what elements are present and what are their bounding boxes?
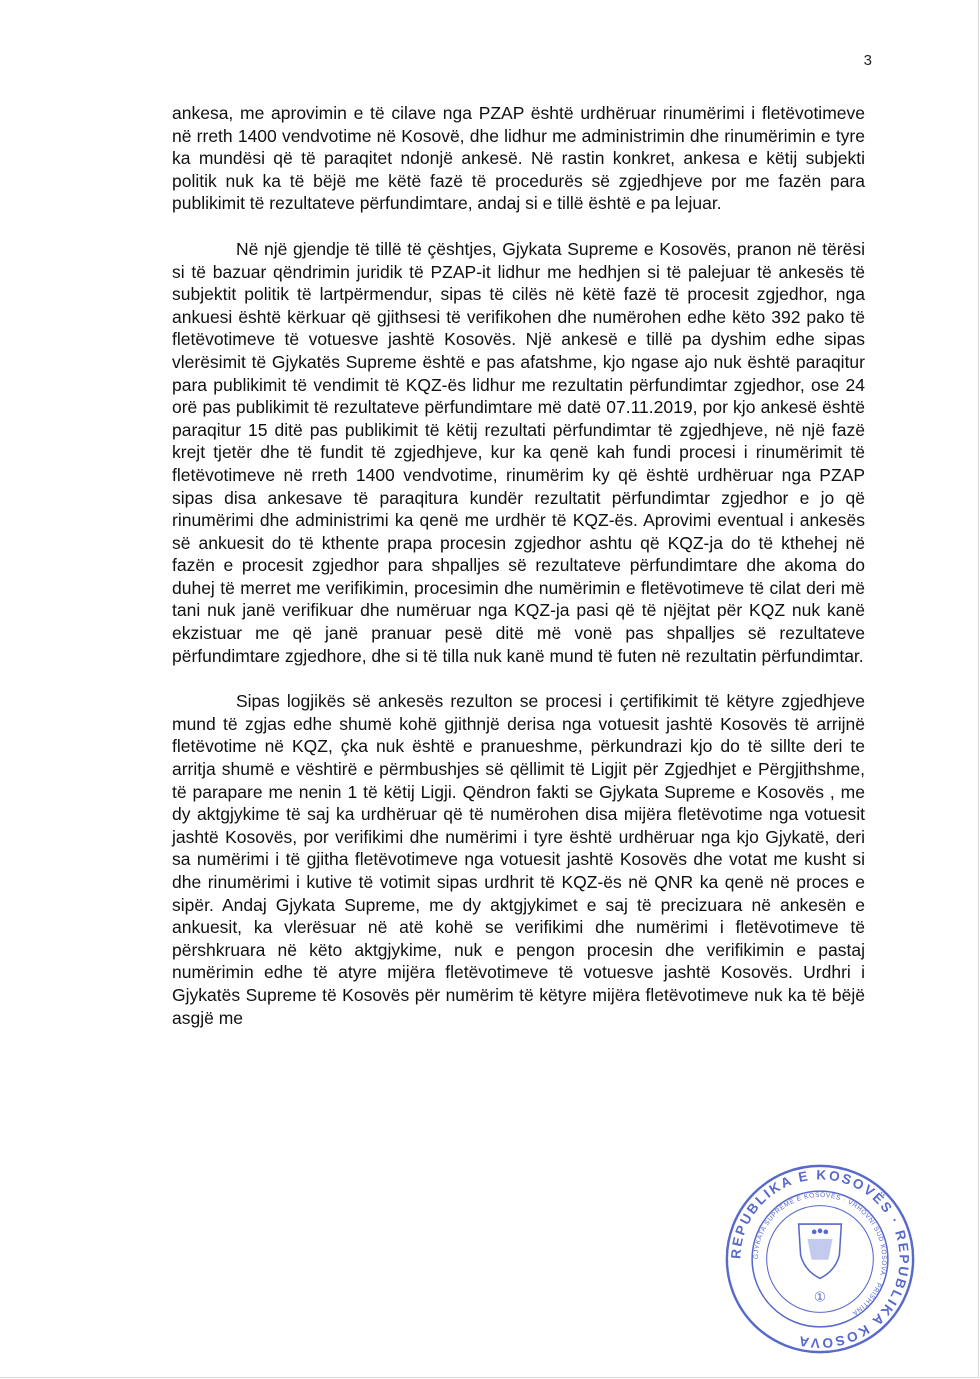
seal-outer-text: REPUBLIKA E KOSOVËS · REPUBLIKA KOSOVA xyxy=(728,1167,912,1351)
paragraph-1: ankesa, me aprovimin e të cilave nga PZAP është urdhëruar rinumërimi i fletëvotimeve në rreth 1400 vendvotime në Kosovë, dhe lidhur me administrimin dhe rinumërimin e tyre ka mundësi që të paraqitet ndonjë ankesë. Në rastin konkret, ankesa e këtij subjekti politik nuk ka të bëjë me këtë fazë të procedurës së zgjedhjeve por me fazën para publikimit të rezultateve përfundimtare, andaj si e tillë është e pa lejuar. xyxy=(172,103,865,214)
paragraph-2: Në një gjendje të tillë të çështjes, Gjykata Supreme e Kosovës, pranon në tërësi si të bazuar qëndrimin juridik të PZAP-it lidhur me hedhjen si të palejuar të ankesës të subjektit politik të lartpërmendur, sipas të cilës në këtë fazë të procesit zgjedhor, nga ankuesi është kërkuar që gjithsesi të verifikohen dhe numërohen edhe këto 392 pako të fletëvotimeve të votuesve jashtë Kosovës. Një ankesë e tillë pa dyshim edhe sipas vlerësimit të Gjykatës Supreme është e pas afatshme, kjo ngase ajo nuk është paraqitur para publikimit të vendimit të KQZ-ës lidhur me rezultatin përfundimtar zgjedhor, ose 24 orë pas publikimit të rezultateve përfundimtare më datë 07.11.2019, por kjo ankesë është paraqitur 15 ditë pas publikimit të këtij rezultati përfundimtar të zgjedhjeve, në një fazë krejt tjetër dhe të fundit të zgjedhjeve, kur ka qenë kah fundi procesi i rinumërimit të fletëvotimeve në rreth 1400 vendvotime, rinumërim ky që është urdhëruar nga PZAP sipas disa ankesave të paraqitura kundër rezultatit përfundimtar zgjedhor e jo që rinumërimi dhe administrimi ka qenë me urdhër të KQZ-ës. Aprovimi eventual i ankesës së ankuesit do të kthente prapa procesin zgjedhor ashtu që KQZ-ja do të kthehej në fazën e procesit zgjedhor para shpalljes së rezultateve përfundimtare dhe akoma do duhej të merret me verifikimin, procesimin dhe numërimin e fletëvotimeve të cilat deri më tani nuk janë verifikuar dhe numëruar nga KQZ-ja pasi që të njëjtat për KQZ nuk kanë ekzistuar me që janë pranuar pesë ditë më vonë pas shpalljes së rezultateve përfundimtare zgjedhore, dhe si të tilla nuk kanë mund të futen në rezultatin përfundimtar. xyxy=(172,238,865,666)
seal-center-mark: ① xyxy=(813,1289,827,1306)
paragraph-3: Sipas logjikës së ankesës rezulton se procesi i çertifikimit të këtyre zgjedhjeve mund të zgjas edhe shumë kohë gjithnjë derisa nga votuesit jashtë Kosovës të arrijnë fletëvotime në KQZ, çka nuk është e pranueshme, përkundrazi kjo do të sillte deri te arritja shumë e vështirë e përmbushjes së qëllimit të Ligjit për Zgjedhjet e Përgjithshme, të parapare me nenin 1 të këtij Ligji. Qëndron fakti se Gjykata Supreme e Kosovës , me dy aktgjykime të saj ka urdhëruar që të numërohen disa mijëra fletëvotime nga votuesit jashtë Kosovës, por verifikimi dhe numërimi i tyre është urdhëruar nga kjo Gjykatë, deri sa numërimi i të gjitha fletëvotimeve nga votuesit jashtë Kosovës dhe votat me kusht si dhe rinumërimi i kutive të votimit sipas urdhrit të KQZ-ës në QNR ka qenë në proces e sipër. Andaj Gjykata Supreme, me dy aktgjykimet e saj të precizuara në ankesën e ankuesit, ka vlerësuar në atë kohë se verifikimi dhe numërimi i fletëvotimeve të përshkruara në këto aktgjykime, nuk e pengon procesin dhe verifikimin e pastaj numërimin edhe të atyre mijëra fletëvotimeve të votuesve jashtë Kosovës. Urdhri i Gjykatës Supreme të Kosovës për numërim të këtyre mijëra fletëvotimeve nuk ka të bëjë asgjë me xyxy=(172,691,865,1028)
seal-inner-text: GJYKATA SUPREME E KOSOVËS · VRHOVNI SUD KOSOVA · PRISHTINA xyxy=(752,1191,888,1317)
court-seal-stamp xyxy=(723,1162,917,1356)
seal-emblem-icon xyxy=(799,1224,842,1278)
page-number: 3 xyxy=(863,52,872,69)
document-body xyxy=(172,102,865,1029)
